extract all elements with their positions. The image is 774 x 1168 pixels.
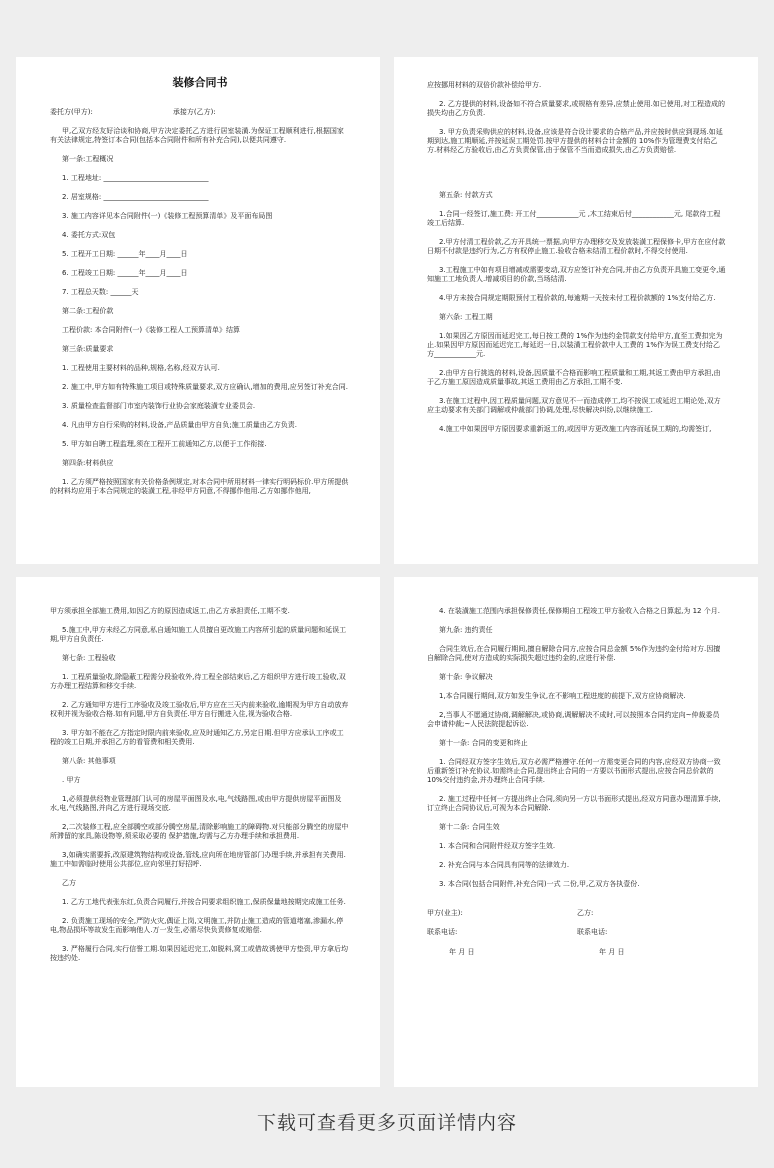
clause: 3.工程施工中如有项目增减或需要变动,双方应签订补充合同,并由乙方负责开具施工变更令,通知施工工地负责人.增减项目的价款,当场结清. xyxy=(427,266,726,283)
clause: 6. 工程竣工日期: ______年____月____日 xyxy=(62,269,188,277)
clause: 2. 负责施工现场的安全,严防火灾,偶证上岗,文明施工,并防止施工造成的管道堵塞,渗漏水,停电,物品损坏等故发生而影响他人.万一发生,必需尽快负责修复或赔偿. xyxy=(50,917,344,934)
clause: 3. 本合同(包括合同附件,补充合同)一式 二份,甲,乙双方各执壹份. xyxy=(439,880,640,888)
clause: 1. 工程使用主要材料的品种,规格,名称,经双方认可. xyxy=(62,364,220,372)
clause: 2.由甲方自行挑选的材料,设备,因质量不合格而影响工程质量和工期,其返工费由甲方承担,由于乙方施工原因造成质量事故,其返工费用由乙方承担,工期不变. xyxy=(427,369,721,386)
clause: 1. 工程质量验收,除隐蔽工程需分段验收外,待工程全部结束后,乙方组织甲方进行竣工验收,双方办理工程结算和移交手续. xyxy=(50,673,346,690)
clause: 7. 工程总天数: ______天 xyxy=(62,288,139,296)
download-more-caption: 下载可查看更多页面详情内容 xyxy=(256,1112,517,1134)
section-heading: 第九条: 违约责任 xyxy=(439,626,493,634)
document-page-2 xyxy=(394,57,758,564)
page-1-body xyxy=(16,74,380,496)
clause: 5. 甲方如自聘工程监理,须在工程开工前通知乙方,以便于工作衔接. xyxy=(62,440,267,448)
section-heading: 第十一条: 合同的变更和终止 xyxy=(439,739,528,747)
clause: 2.甲方付清工程价款,乙方开具统一票据,向甲方办理移交及发放装潢工程保修卡,甲方在应付款日期不付款是违约行为,乙方有权停止施工.验收合格未结清工程价款时,不得交付使用. xyxy=(427,238,726,255)
clause: 2. 居室规格: ______________________________ xyxy=(62,193,209,201)
clause: 2. 施工中,甲方如有特殊施工项目或特殊质量要求,双方应确认,增加的费用,应另签订补充合同. xyxy=(62,383,349,391)
clause: 1.如果因乙方原因而延迟完工,每日按工费的 1%作为违约金罚款支付给甲方,直至工费扣完为止.如果因甲方原因而延迟完工,每延迟一日,以装潢工程价款中人工费的 1%作为误工费支付给乙方____________元. xyxy=(427,332,723,358)
phone-row xyxy=(427,928,726,937)
clause: 2. 补充合同与本合同具有同等的法律效力. xyxy=(439,861,570,869)
section-heading: 第二条:工程价款 xyxy=(62,307,114,315)
party-b-signature-label: 乙方: xyxy=(577,909,594,917)
clause: 1,必须提供经物业管理部门认可的房屋平面图及水,电,气线路图,或由甲方提供房屋平面图及水,电,气线路图,并向乙方进行现场交底. xyxy=(50,795,342,812)
contract-title: 装修合同书 xyxy=(172,76,228,89)
clause: 4. 在装潢施工范围内承担保修责任,保修期自工程竣工甲方验收入合格之日算起,为 12 个月. xyxy=(439,607,720,615)
signature-row xyxy=(427,909,726,918)
clause: 1. 本合同和合同附件经双方签字生效. xyxy=(439,842,556,850)
clause: 合同生效后,在合同履行期间,擅自解除合同方,应按合同总金额 5%作为违约金付给对方.因擅自解除合同,使对方造成的实际损失超过违约金的,应进行补偿. xyxy=(427,645,721,662)
sub-heading: . 甲方 xyxy=(62,776,81,784)
clause: 3. 甲方如不能在乙方指定时限内前来验收,应及时通知乙方,另定日期.但甲方应承认工序或工程的竣工日期,并承担乙方的看管费和相关费用. xyxy=(50,729,344,746)
clause: 1. 乙方须严格按照国家有关价格条例规定,对本合同中所用材料一律实行明码标价.甲方所提供的材料均应用于本合同规定的装潢工程,非经甲方同意,不得挪作他用.乙方如挪作他用, xyxy=(50,478,349,495)
sub-heading: 乙方 xyxy=(62,879,76,887)
section-heading: 第四条:材料供应 xyxy=(62,459,114,467)
clause: 4.甲方未按合同规定期限预付工程价款的,每逾期一天按未付工程价款额的 1%支付给乙方. xyxy=(439,294,716,302)
document-page-3 xyxy=(16,577,380,1087)
party-b-phone-label: 联系电话: xyxy=(577,928,608,936)
clause: 2,二次装修工程,应全部腾空或部分腾空房屋,清除影响施工的障碍物.对只能部分腾空的房屋中所滞留的家具,陈设物等,须采取必要的 保护措施,均需与乙方办理手续和承担费用. xyxy=(50,823,349,840)
paragraph: 应按挪用材料的双倍价款补偿给甲方. xyxy=(427,81,542,89)
clause: 2,当事人不愿通过协商,调解解决,或协商,调解解决不成时,可以按照本合同约定向~仲裁委员会申请仲裁;~人民法院提起诉讼. xyxy=(427,711,720,728)
date-row xyxy=(427,947,726,957)
paragraph: 甲,乙双方经友好洽谈和协商,甲方决定委托乙方进行居室装潢.为保证工程顺利进行,根据国家有关法律规定,特签订本合同(包括本合同附件和所有补充合同),以便共同遵守. xyxy=(50,127,344,144)
clause: 5.施工中,甲方未经乙方同意,私自通知施工人员擅自更改施工内容所引起的质量问题和延误工期,甲方自负责任. xyxy=(50,626,347,643)
party-a-phone-label: 联系电话: xyxy=(427,928,458,936)
clause: 1. 乙方工地代表张东红,负责合同履行,并按合同要求组织施工,保质保量地按期完成施工任务. xyxy=(62,898,346,906)
clause: 5. 工程开工日期: ______年____月____日 xyxy=(62,250,188,258)
clause: 1.合同一经签订,施工费: 开工付____________元 ,木工结束后付____________元, 尾款待工程竣工后结算. xyxy=(427,210,721,227)
spacer xyxy=(427,165,726,191)
section-heading: 第五条: 付款方式 xyxy=(439,191,493,199)
clause: 1. 工程地址: ______________________________ xyxy=(62,174,209,182)
clause: 2. 乙方通知甲方进行工序验收及竣工验收后,甲方应在三天内前来验收,逾期视为甲方自动放弃权利并视为验收合格.如有问题,甲方自负责任.甲方自行搬进入住,视为验收合格. xyxy=(50,701,349,718)
clause: 3. 施工内容详见本合同附件(一)《装修工程预算清单》及平面布局图 xyxy=(62,212,273,220)
party-b-date: 年 月 日 xyxy=(599,948,625,956)
party-a-signature-label: 甲方(业主): xyxy=(427,909,463,917)
document-page-1 xyxy=(16,57,380,564)
paragraph: 甲方须承担全部施工费用,如因乙方的原因造成返工,由乙方承担责任,工期不变. xyxy=(50,607,290,615)
section-heading: 第八条: 其他事项 xyxy=(62,757,116,765)
clause: 工程价款: 本合同附件(一)《装修工程人工预算清单》结算 xyxy=(62,326,241,334)
clause: 3,如确实需要拆,改原建筑物结构或设备,管线,应向所在地房管部门办理手续,并承担有关费用.施工中如需临时使用公共部位,应向邻里打好招呼. xyxy=(50,851,346,868)
page-3-body xyxy=(16,577,380,963)
section-heading: 第三条:质量要求 xyxy=(62,345,114,353)
section-heading: 第十二条: 合同生效 xyxy=(439,823,500,831)
document-page-4 xyxy=(394,577,758,1087)
clause: 3.在施工过程中,因工程质量问题,双方意见不一而造成停工,均不按误工或延迟工期论处,双方应主动要求有关部门调解或仲裁部门协调,处理,尽快解决纠纷,以继续施工. xyxy=(427,397,721,414)
clause: 4. 委托方式:双包 xyxy=(62,231,116,239)
clause: 3. 质量检查监督部门市室内装饰行业协会家庭装潢专业委员会. xyxy=(62,402,256,410)
section-heading: 第一条:工程概况 xyxy=(62,155,114,163)
clause: 3. 严格履行合同,实行信誉工期.如果因延迟完工,如脱料,窝工或借故诱使甲方垫资,甲方拿后均按违约处. xyxy=(50,945,349,962)
section-heading: 第六条: 工程工期 xyxy=(439,313,493,321)
clause: 4.施工中如果因甲方原因要求重新返工的,或因甲方更改施工内容而延误工期的,均需签订, xyxy=(439,425,712,433)
party-line: 委托方(甲方): 承接方(乙方): xyxy=(50,108,216,116)
clause: 4. 凡由甲方自行采购的材料,设备,产品质量由甲方自负;施工质量由乙方负责. xyxy=(62,421,297,429)
clause: 1,本合同履行期间,双方如发生争议,在不影响工程进度的前提下,双方应协商解决. xyxy=(439,692,686,700)
spacer xyxy=(427,899,726,909)
clause: 3. 甲方负责采购供应的材料,设备,应该是符合设计要求的合格产品,并应按时供应到现场.如延期到达,施工期顺延,并按延误工期处罚.按甲方提供的材料合计金额的 10%作为管理费支付给乙方.材料经乙方验收后,由乙方负责保管,由于保管不当而造成损失,由乙方负责赔偿. xyxy=(427,128,723,154)
section-heading: 第七条: 工程验收 xyxy=(62,654,116,662)
page-2-body xyxy=(394,57,758,434)
party-a-date: 年 月 日 xyxy=(449,948,475,956)
clause: 2. 乙方提供的材料,设备如不符合质量要求,或规格有差异,应禁止使用.如已使用,对工程造成的损失均由乙方负责. xyxy=(427,100,726,117)
clause: 1. 合同经双方签字生效后,双方必需严格遵守.任何一方需变更合同的内容,应经双方协商一致后重新签订补充协议.如需终止合同,提出终止合同的一方要以书面形式提出,应按合同总价款的 10%交付违约金,并办理终止合同手续. xyxy=(427,758,721,784)
section-heading: 第十条: 争议解决 xyxy=(439,673,493,681)
clause: 2. 施工过程中任何一方提出终止合同,须向另一方以书面形式提出,经双方同意办理清算手续,订立终止合同协议后,可视为本合同解除. xyxy=(427,795,721,812)
page-4-body xyxy=(394,577,758,957)
